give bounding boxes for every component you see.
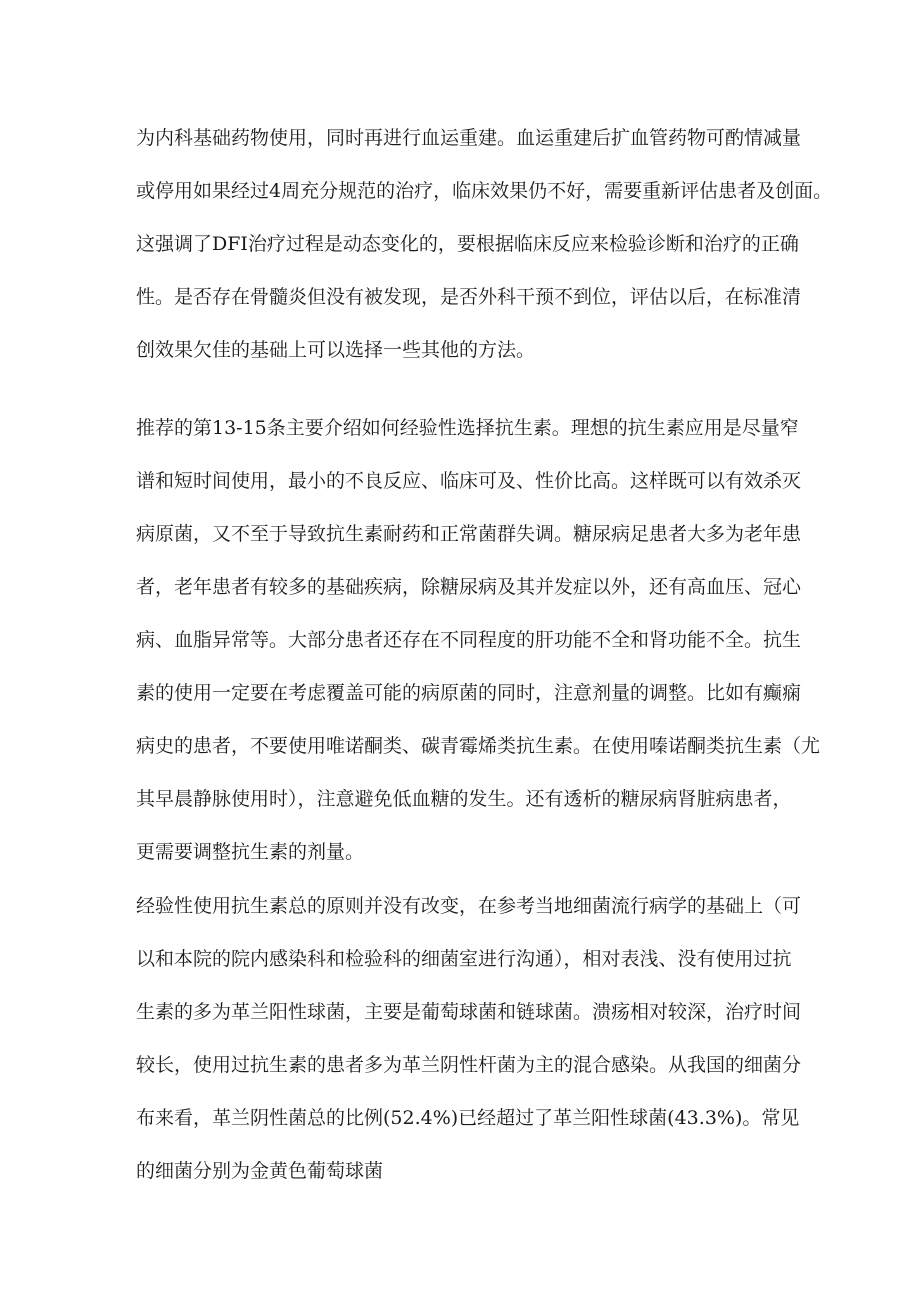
paragraph-3	[136, 880, 816, 1198]
text-line: 创效果欠佳的基础上可以选择一些其他的方法。	[136, 339, 536, 361]
text-line: 更需要调整抗生素的剂量。	[136, 841, 365, 863]
text-line: 素的使用一定要在考虑覆盖可能的病原菌的同时，注意剂量的调整。比如有癫痫	[136, 682, 802, 704]
text-line: 者，老年患者有较多的基础疾病，除糖尿病及其并发症以外，还有高血压、冠心	[136, 576, 802, 598]
text-line: 病原菌，又不至于导致抗生素耐药和正常菌群失调。糖尿病足患者大多为老年患	[136, 523, 802, 545]
text-line: 布来看，革兰阴性菌总的比例(52.4%)已经超过了革兰阳性球菌(43.3%)。常见	[136, 1107, 800, 1129]
text-line: 这强调了DFI治疗过程是动态变化的，要根据临床反应来检验诊断和治疗的正确	[136, 233, 799, 255]
paragraph-1	[136, 112, 833, 377]
text-line: 病史的患者，不要使用唯诺酮类、碳青霉烯类抗生素。在使用嗪诺酮类抗生素（尤	[136, 735, 821, 757]
paragraph-2	[136, 402, 821, 879]
text-line: 较长，使用过抗生素的患者多为革兰阴性杆菌为主的混合感染。从我国的细菌分	[136, 1054, 802, 1076]
text-line: 病、血脂异常等。大部分患者还存在不同程度的肝功能不全和肾功能不全。抗生	[136, 629, 802, 651]
text-line: 的细菌分别为金黄色葡萄球菌	[136, 1160, 384, 1182]
text-line: 推荐的第13-15条主要介绍如何经验性选择抗生素。理想的抗生素应用是尽量窄	[136, 417, 799, 439]
text-line: 经验性使用抗生素总的原则并没有改变，在参考当地细菌流行病学的基础上（可	[136, 895, 802, 917]
text-line: 其早晨静脉使用时），注意避免低血糖的发生。还有透析的糖尿病肾脏病患者，	[136, 788, 792, 810]
text-line: 生素的多为革兰阳性球菌，主要是葡萄球菌和链球菌。溃疡相对较深，治疗时间	[136, 1001, 802, 1023]
text-line: 性。是否存在骨髓炎但没有被发现，是否外科干预不到位，评估以后，在标准清	[136, 286, 802, 308]
text-line: 谱和短时间使用，最小的不良反应、临床可及、性价比高。这样既可以有效杀灭	[136, 470, 802, 492]
text-line: 为内科基础药物使用，同时再进行血运重建。血运重建后扩血管药物可酌情减量	[136, 127, 802, 149]
text-line: 以和本院的院内感染科和检验科的细菌室进行沟通），相对表浅、没有使用过抗	[136, 948, 792, 970]
text-line: 或停用如果经过4周充分规范的治疗，临床效果仍不好，需要重新评估患者及创面。	[136, 180, 833, 202]
